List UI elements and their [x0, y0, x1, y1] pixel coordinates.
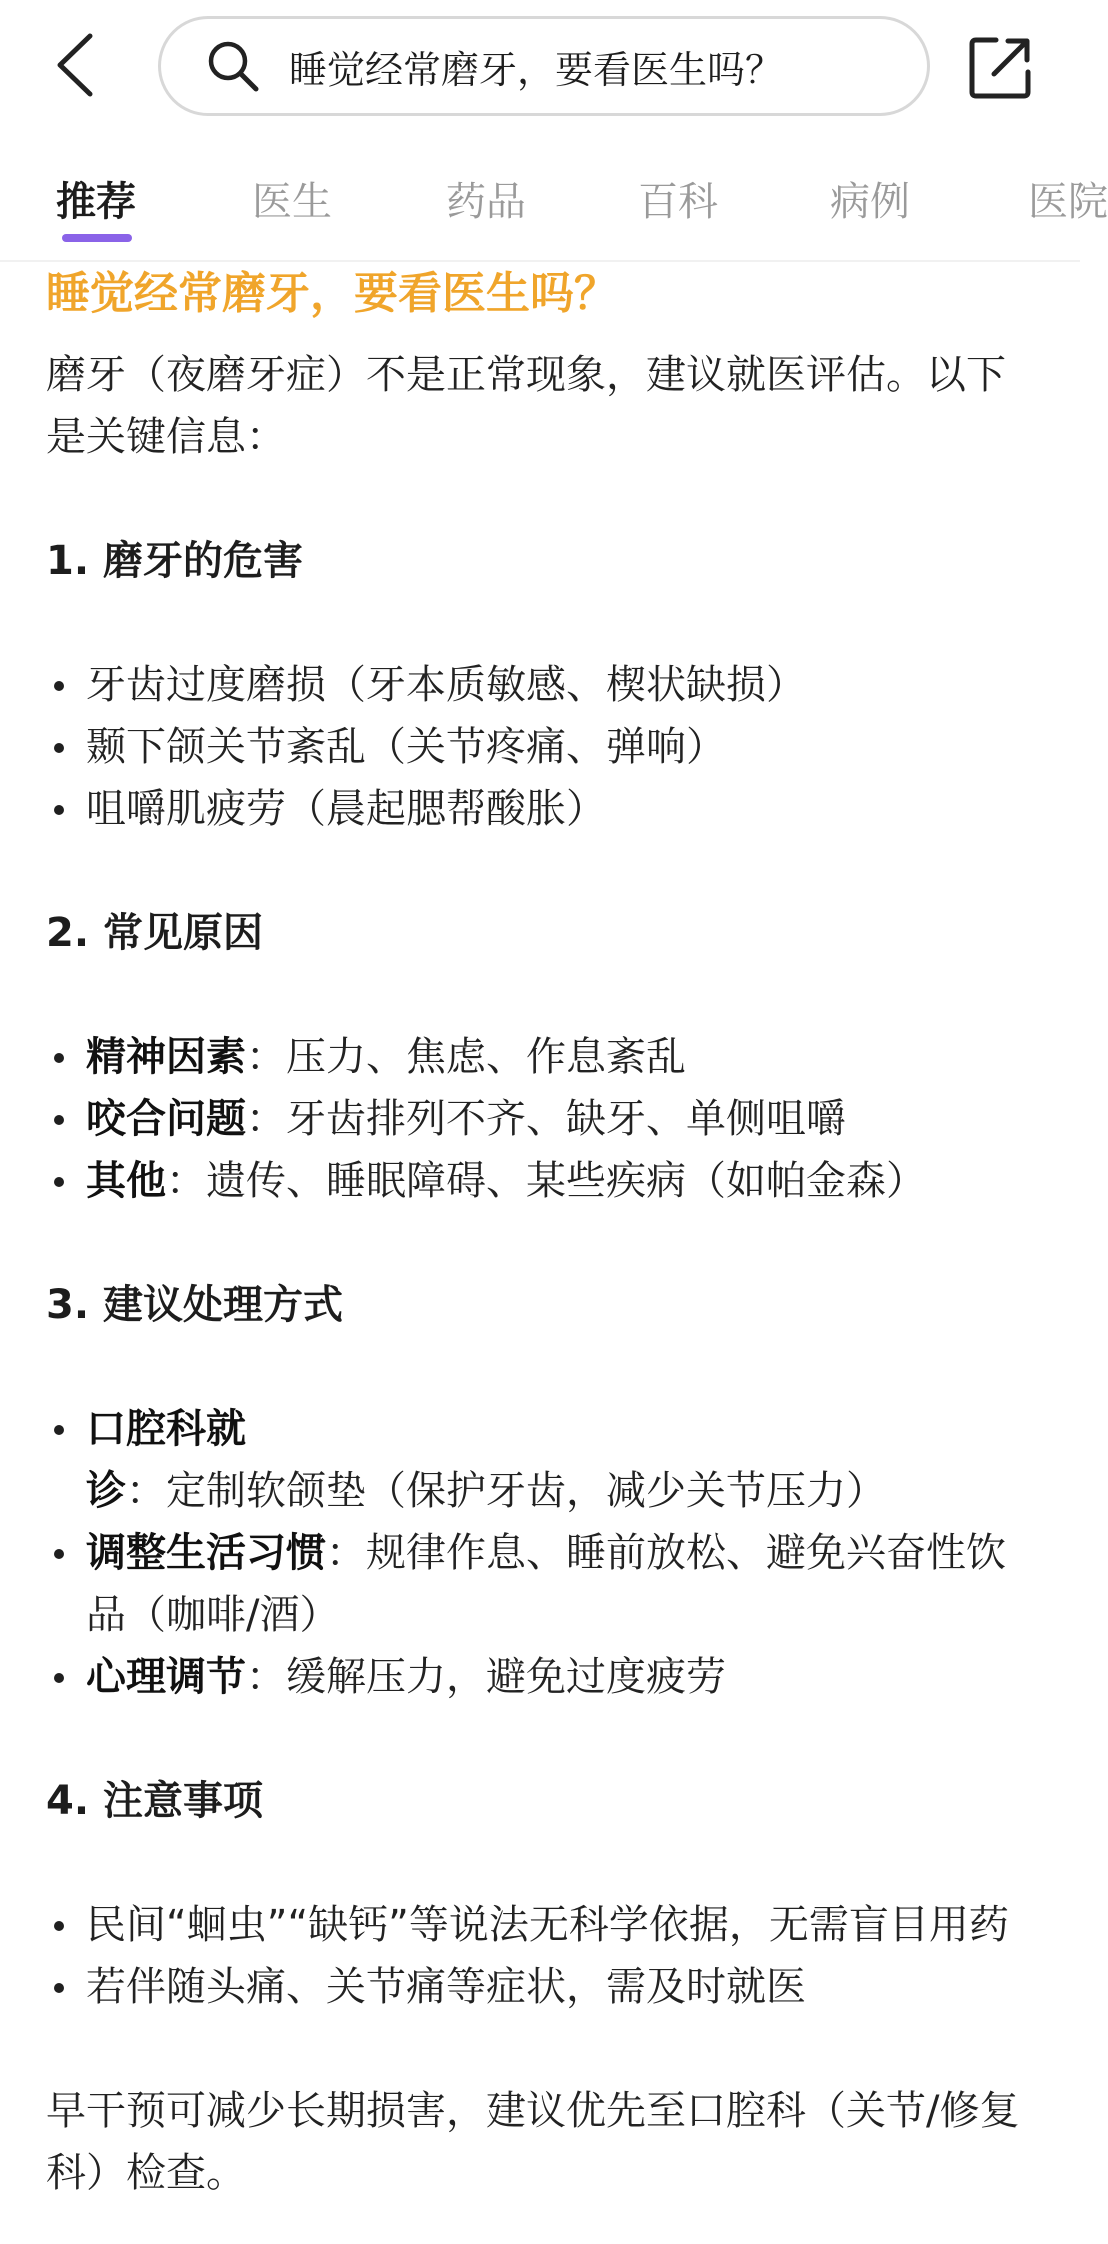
list-item	[46, 654, 1036, 716]
tab-recommended[interactable]: 推荐	[56, 179, 136, 225]
share-external-icon	[966, 34, 1034, 102]
answer-content	[46, 262, 1036, 2204]
list-item-bold-label: 心理调节	[86, 1654, 246, 1700]
search-box[interactable]	[158, 16, 930, 116]
list-item	[46, 1088, 1036, 1150]
list-item-text: ：遗传、睡眠障碍、某些疾病（如帕金森）	[166, 1158, 926, 1204]
section-heading-notes: 4. 注意事项	[46, 1778, 263, 1824]
treatment-list	[46, 1398, 1036, 1708]
tab-doctors[interactable]: 医生	[252, 179, 332, 225]
list-item-bold-label: 精神因素	[86, 1034, 246, 1080]
list-item	[46, 716, 1036, 778]
chevron-left-icon	[52, 32, 98, 98]
list-item-text: 民间“蛔虫”“缺钙”等说法无科学依据，无需盲目用药	[86, 1902, 1009, 1948]
list-item	[46, 1522, 1036, 1646]
list-item-bold-label: 其他	[86, 1158, 166, 1204]
tab-encyclopedia[interactable]: 百科	[638, 179, 718, 225]
active-tab-indicator	[62, 234, 132, 242]
list-item-text: ：牙齿排列不齐、缺牙、单侧咀嚼	[246, 1096, 846, 1142]
category-tabs	[0, 150, 1108, 262]
question-title: 睡觉经常磨牙，要看医生吗？	[46, 268, 618, 319]
list-item-text: 咀嚼肌疲劳（晨起腮帮酸胀）	[86, 786, 606, 832]
tab-cases[interactable]: 病例	[830, 179, 910, 225]
list-item	[46, 1398, 1036, 1522]
harms-list	[46, 654, 1036, 840]
list-item-bold-label: 口腔科就诊	[86, 1406, 246, 1514]
share-button[interactable]	[962, 30, 1038, 106]
back-button[interactable]	[40, 30, 110, 100]
list-item-text: 颞下颌关节紊乱（关节疼痛、弹响）	[86, 724, 726, 770]
list-item-bold-label: 调整生活习惯	[86, 1530, 326, 1576]
intro-paragraph: 磨牙（夜磨牙症）不是正常现象，建议就医评估。以下是关键信息：	[46, 352, 1006, 460]
list-item	[46, 778, 1036, 840]
list-item-text: ：规律作息、睡前放松、避免兴奋性饮品（咖啡/酒）	[86, 1530, 1006, 1638]
list-item-text: ：压力、焦虑、作息紊乱	[246, 1034, 686, 1080]
list-item	[46, 1026, 1036, 1088]
search-icon	[203, 36, 263, 96]
list-item	[46, 1646, 1036, 1708]
list-item-bold-label: 咬合问题	[86, 1096, 246, 1142]
tab-medicines[interactable]: 药品	[446, 179, 526, 225]
list-item	[46, 1894, 1036, 1956]
section-heading-harms: 1. 磨牙的危害	[46, 538, 303, 584]
section-heading-causes: 2. 常见原因	[46, 910, 263, 956]
tab-hospitals[interactable]: 医院	[1028, 179, 1108, 225]
search-query-text[interactable]: 睡觉经常磨牙，要看医生吗？	[289, 47, 784, 92]
list-item-text: ：缓解压力，避免过度疲劳	[246, 1654, 726, 1700]
list-item-text: 若伴随头痛、关节痛等症状，需及时就医	[86, 1964, 806, 2010]
notes-list	[46, 1894, 1036, 2018]
top-bar	[0, 0, 1080, 140]
list-item	[46, 1956, 1036, 2018]
list-item-text: 牙齿过度磨损（牙本质敏感、楔状缺损）	[86, 662, 806, 708]
conclusion-paragraph: 早干预可减少长期损害，建议优先至口腔科（关节/修复科）检查。	[46, 2088, 1020, 2196]
list-item-text: ：定制软颌垫（保护牙齿，减少关节压力）	[126, 1468, 886, 1514]
list-item	[46, 1150, 1036, 1212]
section-heading-treatment: 3. 建议处理方式	[46, 1282, 343, 1328]
causes-list	[46, 1026, 1036, 1212]
